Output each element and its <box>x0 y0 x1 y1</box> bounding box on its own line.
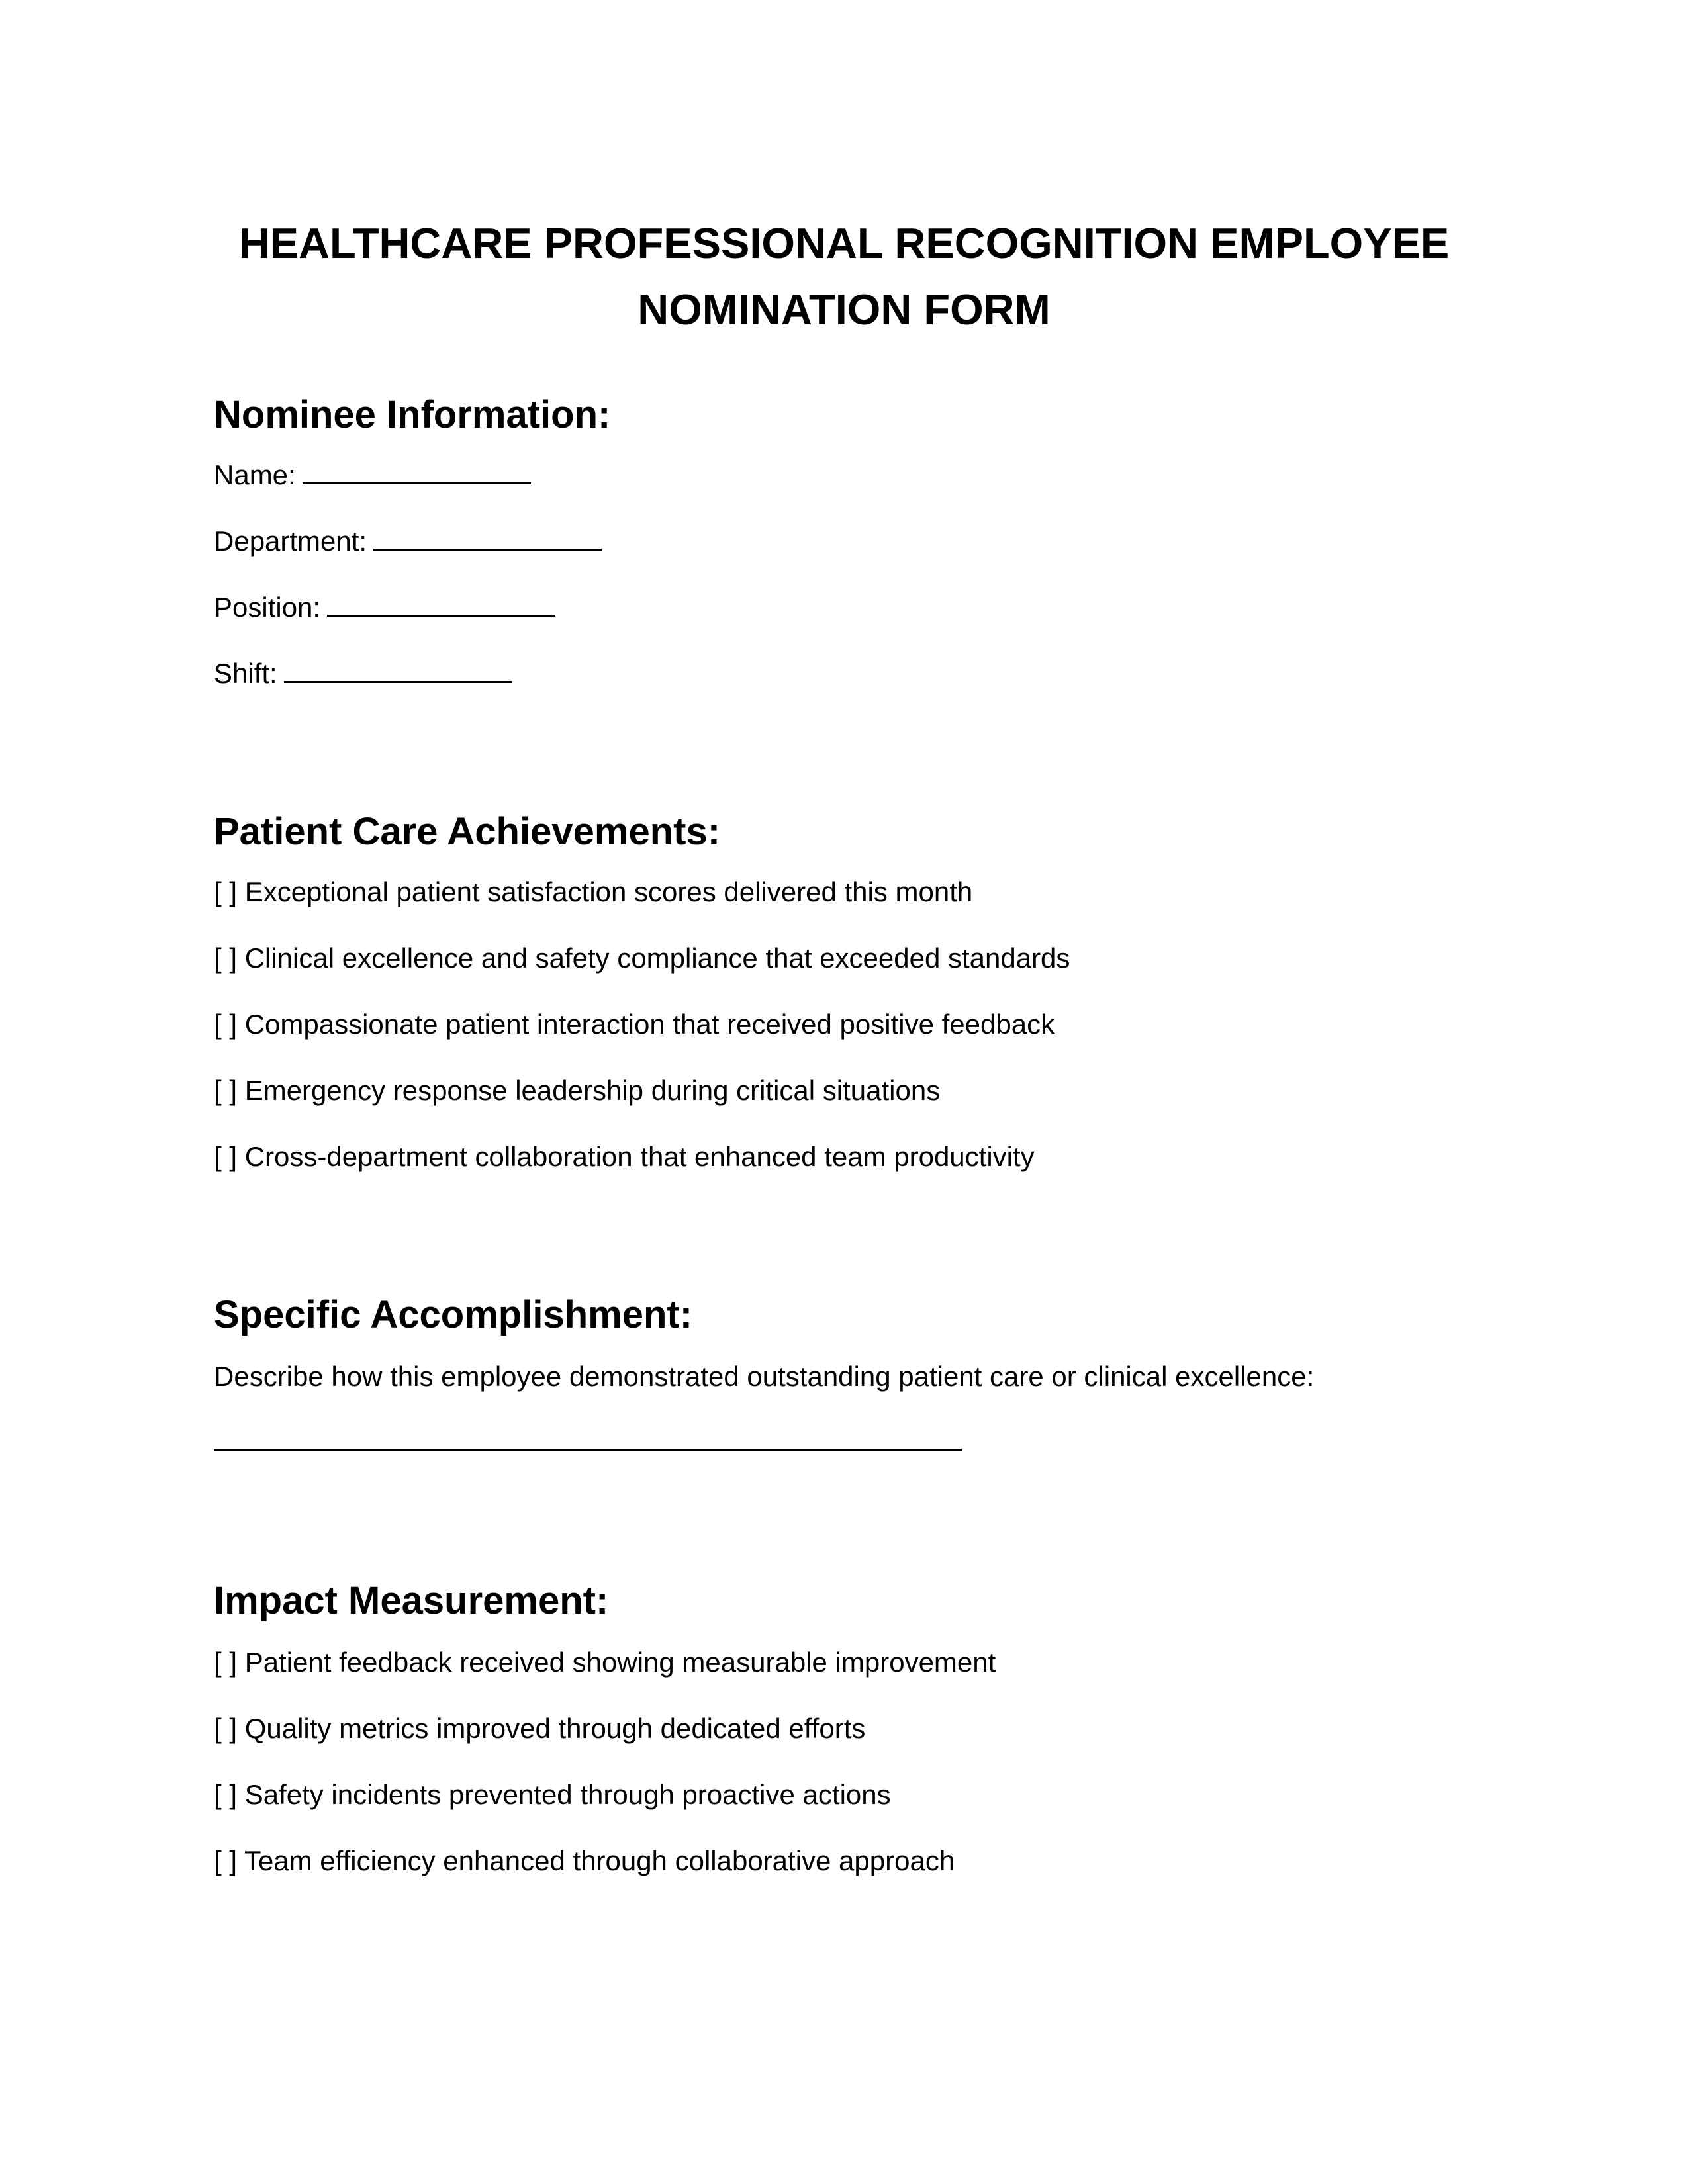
department-field <box>214 522 602 561</box>
patient-care-heading: Patient Care Achievements: <box>214 810 721 853</box>
impact-item-label: Team efficiency enhanced through collaborative approach <box>244 1845 955 1876</box>
position-label: Position: <box>214 592 321 623</box>
patient-care-item <box>214 1137 1035 1177</box>
accomplishment-heading: Specific Accomplishment: <box>214 1293 693 1336</box>
patient-care-item-label: Exceptional patient satisfaction scores delivered this month <box>244 876 973 907</box>
checkbox[interactable]: [ ] <box>214 1647 238 1678</box>
department-blank[interactable] <box>373 522 602 551</box>
form-title <box>199 210 1489 343</box>
accomplishment-answer-line <box>214 1422 962 1461</box>
patient-care-item <box>214 1005 1055 1044</box>
patient-care-item-label: Emergency response leadership during critical situations <box>244 1075 941 1106</box>
accomplishment-prompt: Describe how this employee demonstrated outstanding patient care or clinical excellence: <box>214 1361 1315 1392</box>
form-title-line-2: NOMINATION FORM <box>637 285 1051 334</box>
patient-care-item <box>214 938 1070 978</box>
checkbox[interactable]: [ ] <box>214 1141 238 1172</box>
department-label: Department: <box>214 525 367 557</box>
checkbox[interactable]: [ ] <box>214 1713 238 1744</box>
name-label: Name: <box>214 459 296 490</box>
checkbox[interactable]: [ ] <box>214 1779 238 1810</box>
impact-item <box>214 1643 996 1682</box>
form-title-line-1: HEALTHCARE PROFESSIONAL RECOGNITION EMPLOYEE <box>238 219 1450 267</box>
impact-item <box>214 1709 865 1749</box>
position-blank[interactable] <box>327 588 555 617</box>
checkbox[interactable]: [ ] <box>214 1075 238 1106</box>
nominee-info-heading: Nominee Information: <box>214 393 611 436</box>
accomplishment-blank[interactable] <box>214 1422 962 1451</box>
patient-care-item-label: Clinical excellence and safety compliance that exceeded standards <box>244 942 1070 974</box>
impact-item-label: Patient feedback received showing measurable improvement <box>244 1647 996 1678</box>
name-blank[interactable] <box>303 456 531 484</box>
patient-care-item-label: Cross-department collaboration that enhanced team productivity <box>244 1141 1035 1172</box>
checkbox[interactable]: [ ] <box>214 942 238 974</box>
patient-care-item <box>214 872 972 912</box>
impact-item-label: Quality metrics improved through dedicated efforts <box>244 1713 866 1744</box>
patient-care-item <box>214 1071 940 1111</box>
shift-blank[interactable] <box>284 655 512 683</box>
impact-item <box>214 1775 891 1815</box>
shift-label: Shift: <box>214 658 277 689</box>
impact-heading: Impact Measurement: <box>214 1579 609 1622</box>
patient-care-item-label: Compassionate patient interaction that received positive feedback <box>244 1009 1055 1040</box>
impact-item-label: Safety incidents prevented through proactive actions <box>244 1779 891 1810</box>
checkbox[interactable]: [ ] <box>214 1009 238 1040</box>
impact-item <box>214 1841 955 1881</box>
name-field <box>214 455 531 495</box>
position-field <box>214 588 555 627</box>
shift-field <box>214 654 512 694</box>
checkbox[interactable]: [ ] <box>214 876 238 907</box>
checkbox[interactable]: [ ] <box>214 1845 238 1876</box>
